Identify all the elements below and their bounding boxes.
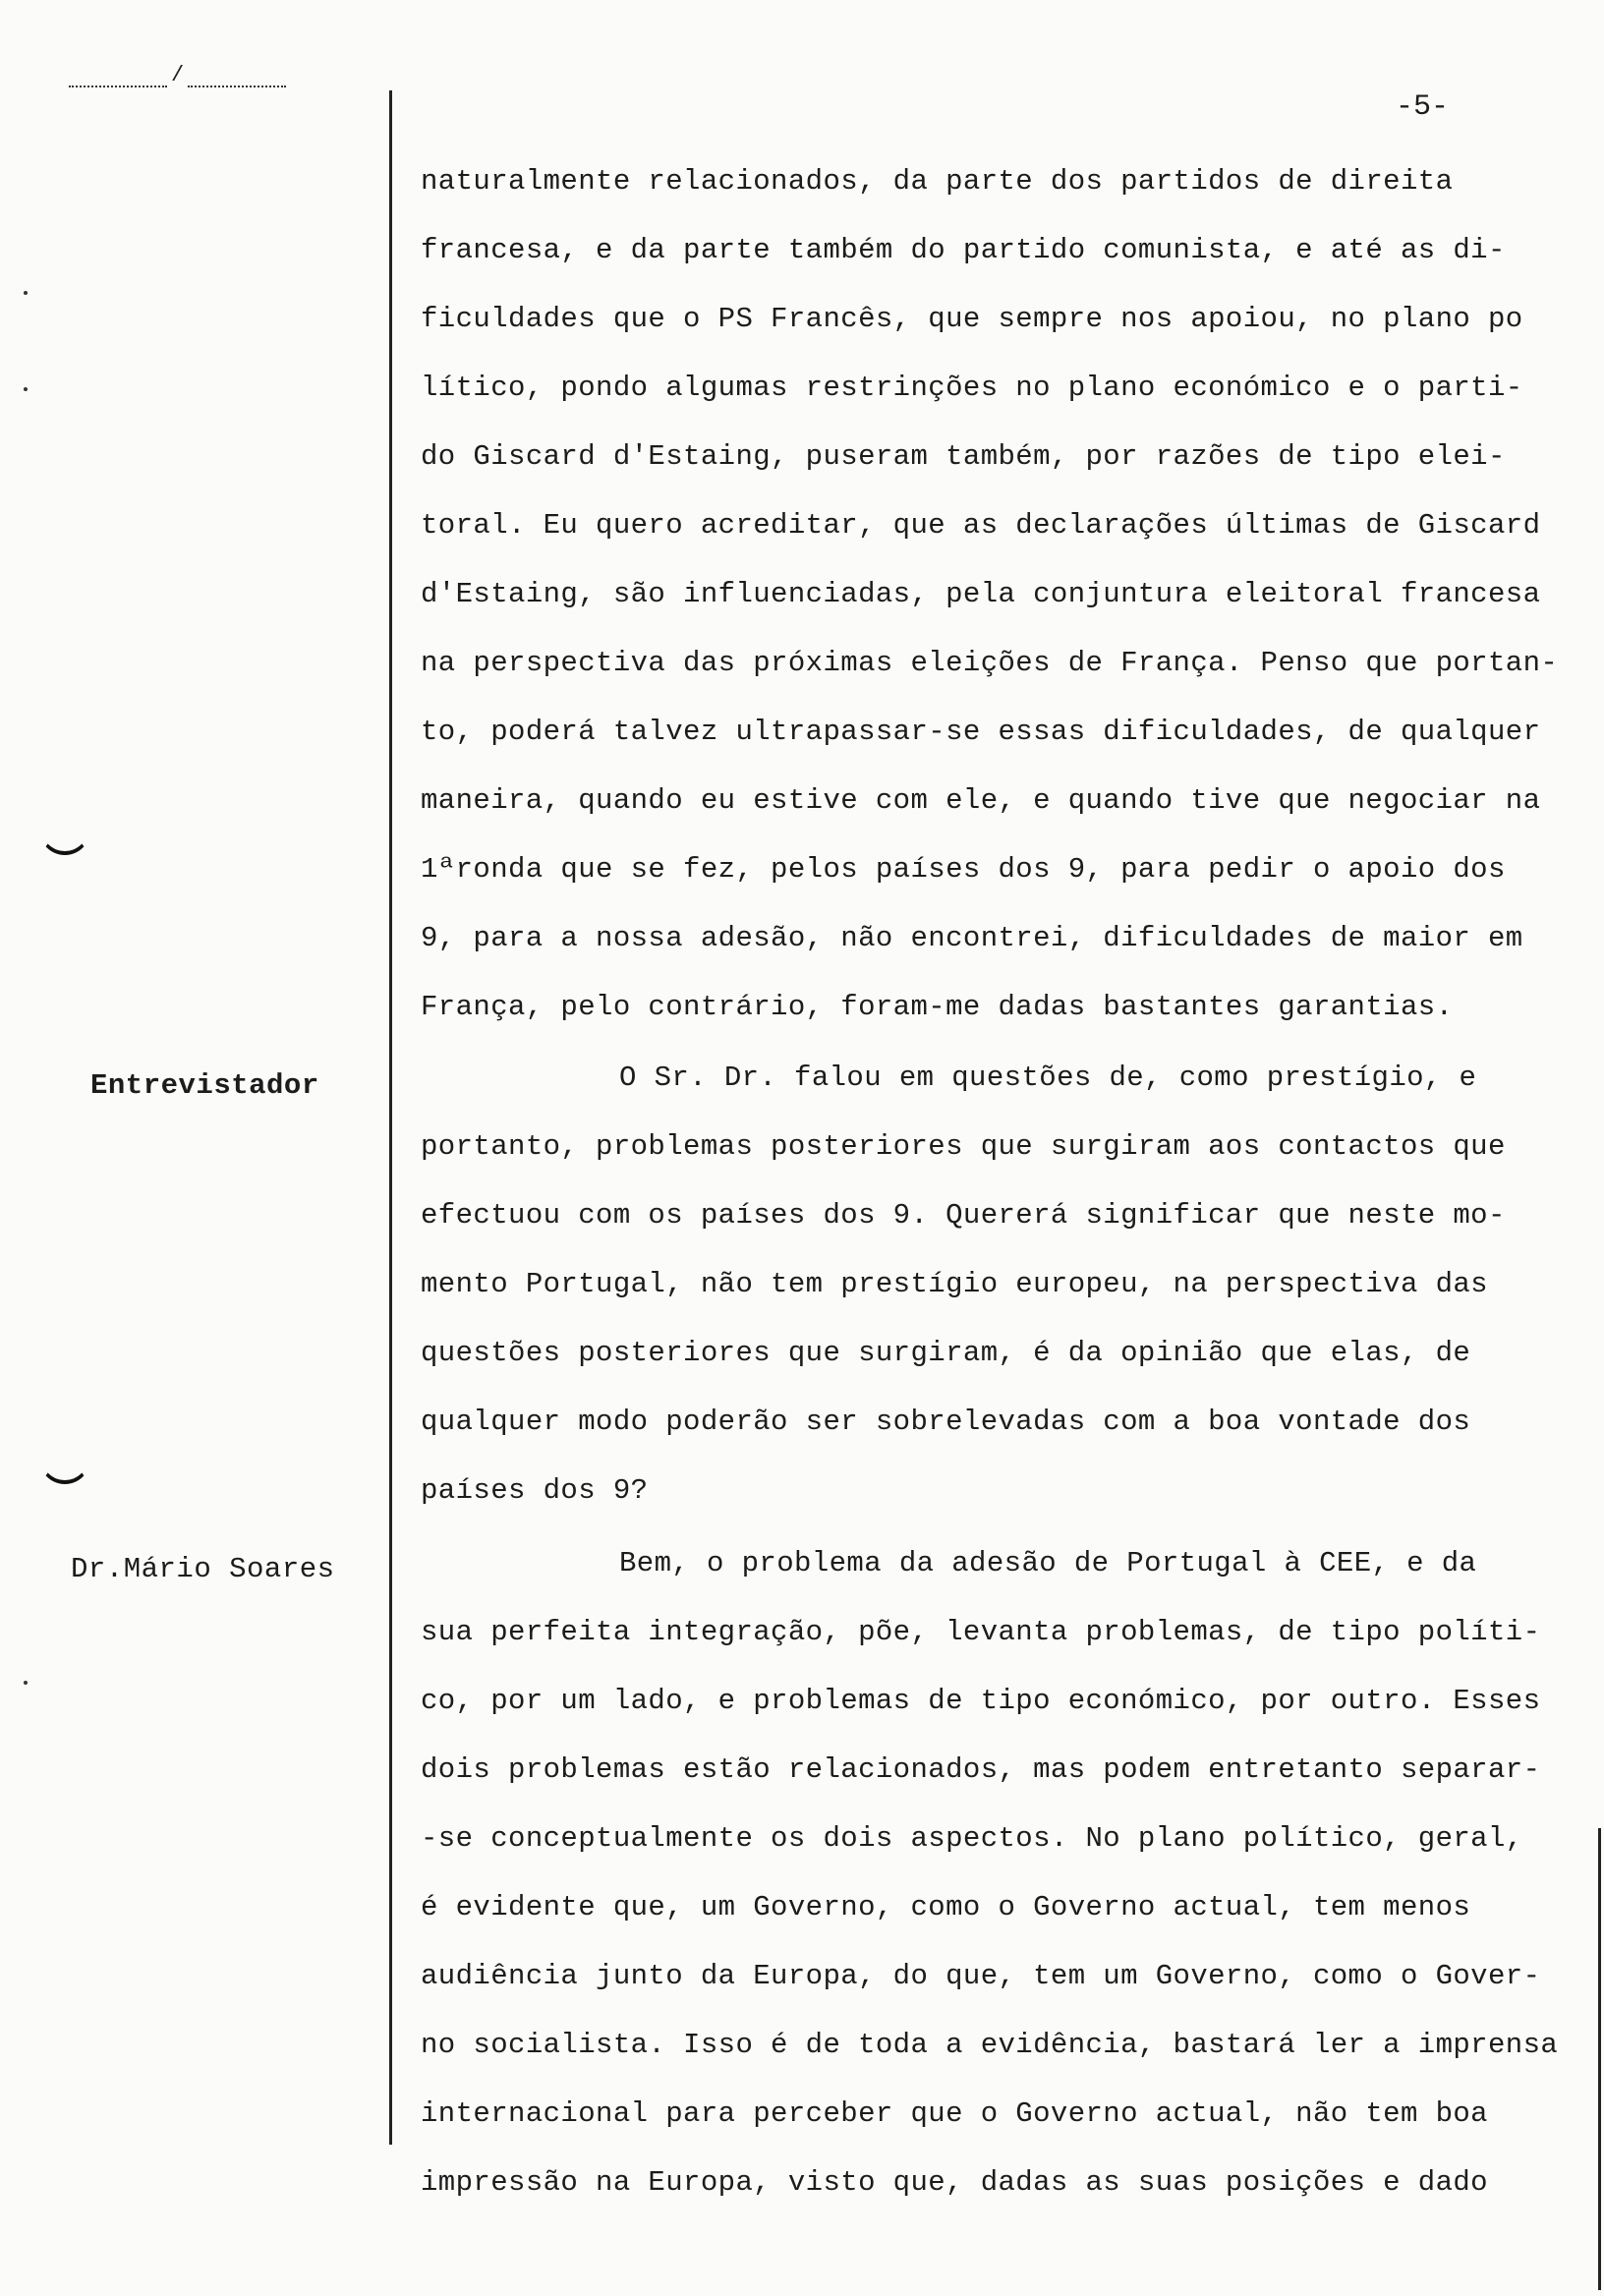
text-line: portanto, problemas posteriores que surgiram aos contactos que bbox=[421, 1130, 1506, 1163]
text-line: francesa, e da parte também do partido comunista, e até as di- bbox=[421, 234, 1506, 266]
speaker-label-interviewee: Dr.Mário Soares bbox=[71, 1553, 335, 1585]
speaker-label-interviewer: Entrevistador bbox=[90, 1069, 319, 1102]
text-line: toral. Eu quero acreditar, que as declarações últimas de Giscard bbox=[421, 509, 1541, 542]
corner-mark bbox=[69, 63, 277, 87]
text-line: impressão na Europa, visto que, dadas as suas posições e dado bbox=[421, 2166, 1488, 2199]
text-line: internacional para perceber que o Governo actual, não tem boa bbox=[421, 2097, 1488, 2130]
margin-rule bbox=[389, 90, 392, 2145]
speck bbox=[24, 1681, 28, 1685]
text-line: O Sr. Dr. falou em questões de, como prestígio, e bbox=[619, 1062, 1477, 1094]
speck bbox=[24, 291, 28, 295]
text-line: na perspectiva das próximas eleições de França. Penso que portan- bbox=[421, 647, 1559, 679]
text-line: no socialista. Isso é de toda a evidência, bastará ler a imprensa bbox=[421, 2029, 1559, 2061]
text-line: Bem, o problema da adesão de Portugal à CEE, e da bbox=[619, 1547, 1477, 1579]
paragraph-continuation bbox=[421, 147, 1558, 1042]
text-line: do Giscard d'Estaing, puseram também, por razões de tipo elei- bbox=[421, 440, 1506, 473]
corner-slash: / bbox=[171, 63, 185, 87]
text-line: 1ªronda que se fez, pelos países dos 9, para pedir o apoio dos bbox=[421, 853, 1506, 886]
text-line: é evidente que, um Governo, como o Governo actual, tem menos bbox=[421, 1891, 1471, 1923]
text-line: naturalmente relacionados, da parte dos partidos de direita bbox=[421, 165, 1454, 198]
text-line: qualquer modo poderão ser sobrelevadas com a boa vontade dos bbox=[421, 1406, 1471, 1438]
ink-mark bbox=[39, 826, 90, 855]
page-number: -5- bbox=[1396, 90, 1450, 124]
ink-mark bbox=[39, 1455, 90, 1484]
paragraph-answer bbox=[421, 1529, 1558, 2217]
text-line: to, poderá talvez ultrapassar-se essas dificuldades, de qualquer bbox=[421, 716, 1541, 748]
text-line: maneira, quando eu estive com ele, e quando tive que negociar na bbox=[421, 784, 1541, 817]
text-line: audiência junto da Europa, do que, tem um Governo, como o Gover- bbox=[421, 1960, 1541, 1992]
text-line: lítico, pondo algumas restrinções no plano económico e o parti- bbox=[421, 372, 1523, 404]
text-line: efectuou com os países dos 9. Quererá significar que neste mo- bbox=[421, 1199, 1506, 1232]
text-line: sua perfeita integração, põe, levanta problemas, de tipo políti- bbox=[421, 1616, 1541, 1648]
paragraph-question bbox=[421, 1044, 1506, 1525]
text-line: 9, para a nossa adesão, não encontrei, dificuldades de maior em bbox=[421, 922, 1523, 954]
right-edge-rule bbox=[1598, 1828, 1601, 2290]
speck bbox=[24, 387, 28, 391]
text-line: co, por um lado, e problemas de tipo económico, por outro. Esses bbox=[421, 1685, 1541, 1717]
text-line: questões posteriores que surgiram, é da opinião que elas, de bbox=[421, 1337, 1471, 1369]
text-line: países dos 9? bbox=[421, 1474, 649, 1507]
text-line: -se conceptualmente os dois aspectos. No plano político, geral, bbox=[421, 1822, 1523, 1855]
text-line: dois problemas estão relacionados, mas podem entretanto separar- bbox=[421, 1753, 1541, 1786]
text-line: ficuldades que o PS Francês, que sempre nos apoiou, no plano po bbox=[421, 303, 1523, 335]
text-line: França, pelo contrário, foram-me dadas bastantes garantias. bbox=[421, 991, 1454, 1023]
text-line: d'Estaing, são influenciadas, pela conjuntura eleitoral francesa bbox=[421, 578, 1541, 610]
text-line: mento Portugal, não tem prestígio europeu, na perspectiva das bbox=[421, 1268, 1488, 1300]
